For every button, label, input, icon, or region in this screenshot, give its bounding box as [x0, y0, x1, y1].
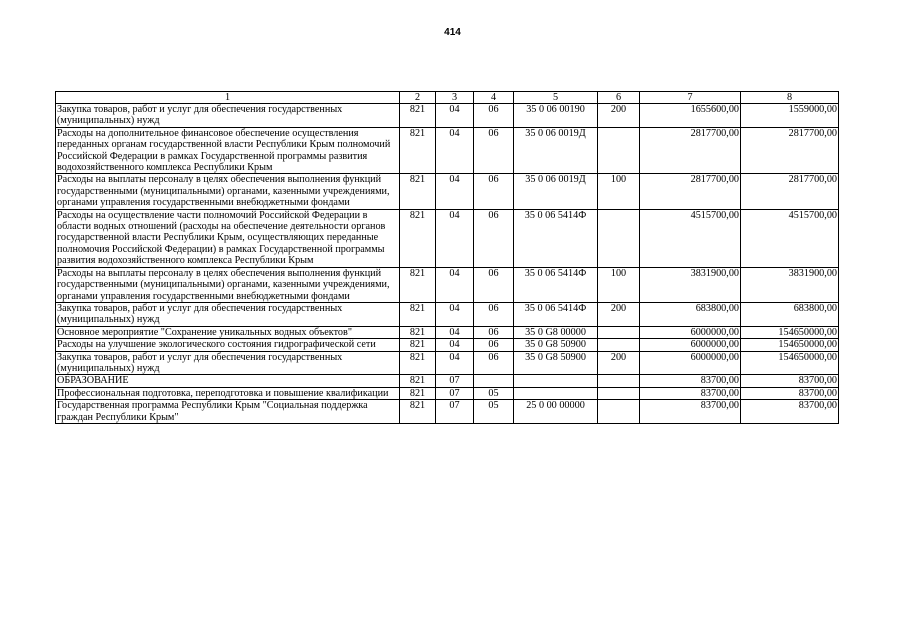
row-ministry-code: 821	[400, 375, 436, 387]
col-header-6: 6	[598, 92, 640, 104]
col-header-1: 1	[56, 92, 400, 104]
row-section-code: 04	[436, 174, 474, 209]
row-target-article: 35 0 G8 50900	[514, 351, 598, 375]
row-subsection-code: 06	[474, 302, 514, 326]
row-amount-col7: 83700,00	[640, 400, 741, 424]
row-expense-type	[598, 209, 640, 267]
row-amount-col8: 83700,00	[741, 400, 839, 424]
row-target-article: 35 0 06 5414Ф	[514, 267, 598, 302]
table-row	[56, 174, 839, 209]
table-row	[56, 375, 839, 387]
col-header-4: 4	[474, 92, 514, 104]
row-ministry-code: 821	[400, 351, 436, 375]
col-header-8: 8	[741, 92, 839, 104]
row-ministry-code: 821	[400, 104, 436, 128]
row-amount-col7: 6000000,00	[640, 351, 741, 375]
row-section-code: 04	[436, 127, 474, 174]
row-amount-col7: 683800,00	[640, 302, 741, 326]
col-header-3: 3	[436, 92, 474, 104]
row-target-article: 35 0 06 0019Д	[514, 127, 598, 174]
page-number: 414	[444, 27, 461, 38]
row-target-article	[514, 375, 598, 387]
row-expense-type	[598, 339, 640, 351]
row-section-code: 04	[436, 326, 474, 338]
row-section-code: 04	[436, 351, 474, 375]
row-expense-type: 200	[598, 351, 640, 375]
table-row	[56, 267, 839, 302]
row-name: Закупка товаров, работ и услуг для обеспечения государственных (муниципальных) нужд	[56, 302, 400, 326]
row-subsection-code: 06	[474, 104, 514, 128]
row-section-code: 04	[436, 302, 474, 326]
row-amount-col7: 83700,00	[640, 387, 741, 399]
row-amount-col7: 83700,00	[640, 375, 741, 387]
table-row	[56, 387, 839, 399]
row-amount-col8: 683800,00	[741, 302, 839, 326]
row-name: Расходы на выплаты персоналу в целях обеспечения выполнения функций государственными (муниципальными) органами, казенными учреждениями, органами управления государственными внебюджетными фондами	[56, 174, 400, 209]
row-subsection-code: 05	[474, 387, 514, 399]
row-name: Расходы на улучшение экологического состояния гидрографической сети	[56, 339, 400, 351]
row-subsection-code: 06	[474, 339, 514, 351]
row-target-article: 35 0 06 5414Ф	[514, 209, 598, 267]
row-amount-col7: 2817700,00	[640, 174, 741, 209]
row-target-article: 35 0 G8 50900	[514, 339, 598, 351]
row-section-code: 04	[436, 339, 474, 351]
row-amount-col8: 154650000,00	[741, 326, 839, 338]
row-expense-type	[598, 400, 640, 424]
row-expense-type: 100	[598, 267, 640, 302]
row-subsection-code: 06	[474, 174, 514, 209]
row-section-code: 07	[436, 387, 474, 399]
row-ministry-code: 821	[400, 339, 436, 351]
row-target-article: 25 0 00 00000	[514, 400, 598, 424]
table-row	[56, 209, 839, 267]
table-row	[56, 400, 839, 424]
col-header-7: 7	[640, 92, 741, 104]
row-amount-col7: 1655600,00	[640, 104, 741, 128]
row-target-article	[514, 387, 598, 399]
row-amount-col7: 2817700,00	[640, 127, 741, 174]
row-amount-col8: 83700,00	[741, 375, 839, 387]
row-section-code: 07	[436, 400, 474, 424]
row-amount-col8: 3831900,00	[741, 267, 839, 302]
row-amount-col8: 4515700,00	[741, 209, 839, 267]
row-subsection-code: 06	[474, 267, 514, 302]
row-expense-type	[598, 387, 640, 399]
table-row	[56, 339, 839, 351]
header-row	[56, 92, 839, 104]
row-section-code: 04	[436, 209, 474, 267]
row-target-article: 35 0 G8 00000	[514, 326, 598, 338]
row-name: Основное мероприятие "Сохранение уникальных водных объектов"	[56, 326, 400, 338]
row-ministry-code: 821	[400, 174, 436, 209]
row-subsection-code: 06	[474, 351, 514, 375]
row-target-article: 35 0 06 5414Ф	[514, 302, 598, 326]
col-header-2: 2	[400, 92, 436, 104]
row-section-code: 04	[436, 267, 474, 302]
row-subsection-code: 05	[474, 400, 514, 424]
table-row	[56, 104, 839, 128]
row-expense-type: 200	[598, 302, 640, 326]
row-ministry-code: 821	[400, 326, 436, 338]
row-subsection-code	[474, 375, 514, 387]
row-ministry-code: 821	[400, 267, 436, 302]
row-amount-col8: 1559000,00	[741, 104, 839, 128]
row-amount-col7: 6000000,00	[640, 339, 741, 351]
row-amount-col8: 154650000,00	[741, 339, 839, 351]
row-name: Расходы на осуществление части полномочий Российской Федерации в области водных отношений (расходы на обеспечение деятельности органов государственной власти Республики Крым, осуществляющих переданные полномочия Российской Федерации) в рамках Государственной программы развития водохозяйственного комплекса Республики Крым	[56, 209, 400, 267]
budget-table	[55, 91, 839, 424]
row-name: Профессиональная подготовка, переподготовка и повышение квалификации	[56, 387, 400, 399]
table-row	[56, 302, 839, 326]
row-expense-type	[598, 127, 640, 174]
row-name: Расходы на дополнительное финансовое обеспечение осуществления переданных органам государственной власти Республики Крым полномочий Российской Федерации в рамках Государственной программы развития водохозяйственного комплекса Республики Крым	[56, 127, 400, 174]
row-expense-type	[598, 326, 640, 338]
row-subsection-code: 06	[474, 127, 514, 174]
col-header-5: 5	[514, 92, 598, 104]
row-expense-type: 100	[598, 174, 640, 209]
table-body	[56, 104, 839, 424]
row-amount-col8: 154650000,00	[741, 351, 839, 375]
table-row	[56, 127, 839, 174]
row-amount-col8: 2817700,00	[741, 127, 839, 174]
table-row	[56, 351, 839, 375]
row-subsection-code: 06	[474, 209, 514, 267]
row-amount-col7: 4515700,00	[640, 209, 741, 267]
row-name: Закупка товаров, работ и услуг для обеспечения государственных (муниципальных) нужд	[56, 104, 400, 128]
row-name: Государственная программа Республики Крым "Социальная поддержка граждан Республики Крым"	[56, 400, 400, 424]
row-target-article: 35 0 06 00190	[514, 104, 598, 128]
row-ministry-code: 821	[400, 302, 436, 326]
row-subsection-code: 06	[474, 326, 514, 338]
row-ministry-code: 821	[400, 209, 436, 267]
row-expense-type: 200	[598, 104, 640, 128]
row-name: ОБРАЗОВАНИЕ	[56, 375, 400, 387]
row-section-code: 04	[436, 104, 474, 128]
row-expense-type	[598, 375, 640, 387]
row-amount-col8: 2817700,00	[741, 174, 839, 209]
row-ministry-code: 821	[400, 400, 436, 424]
row-amount-col8: 83700,00	[741, 387, 839, 399]
row-section-code: 07	[436, 375, 474, 387]
table-row	[56, 326, 839, 338]
row-name: Закупка товаров, работ и услуг для обеспечения государственных (муниципальных) нужд	[56, 351, 400, 375]
row-amount-col7: 3831900,00	[640, 267, 741, 302]
row-amount-col7: 6000000,00	[640, 326, 741, 338]
row-target-article: 35 0 06 0019Д	[514, 174, 598, 209]
row-ministry-code: 821	[400, 387, 436, 399]
row-name: Расходы на выплаты персоналу в целях обеспечения выполнения функций государственными (муниципальными) органами, казенными учреждениями, органами управления государственными внебюджетными фондами	[56, 267, 400, 302]
row-ministry-code: 821	[400, 127, 436, 174]
